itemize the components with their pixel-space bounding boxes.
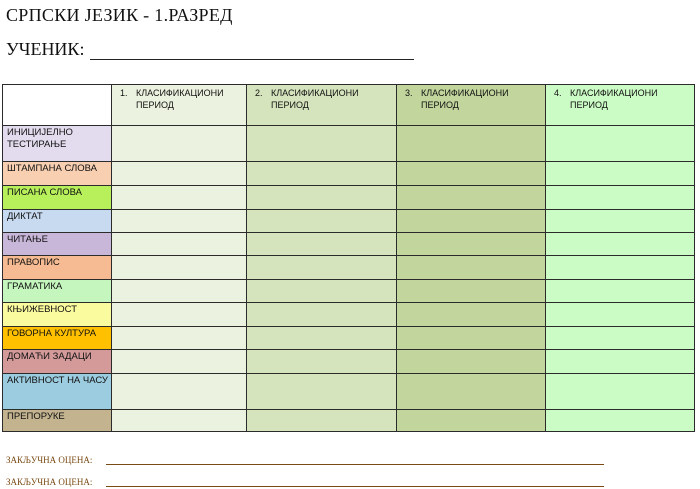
grade-cell-period-2[interactable] — [247, 410, 397, 432]
table-row — [3, 256, 695, 280]
grade-cell-period-2[interactable] — [247, 162, 397, 186]
grade-cell-period-3[interactable] — [397, 186, 546, 210]
column-header-period-4: 4. КЛАСИФИКАЦИОНИ ПЕРИОД — [546, 85, 695, 126]
table-row — [3, 126, 695, 162]
grade-cell-period-4[interactable] — [546, 210, 695, 233]
grade-cell-period-1[interactable] — [112, 162, 247, 186]
grade-cell-period-4[interactable] — [546, 162, 695, 186]
grade-cell-period-1[interactable] — [112, 280, 247, 303]
grade-cell-period-1[interactable] — [112, 410, 247, 432]
grade-cell-period-2[interactable] — [247, 126, 397, 162]
grade-cell-period-1[interactable] — [112, 186, 247, 210]
grade-cell-period-3[interactable] — [397, 126, 546, 162]
grade-cell-period-4[interactable] — [546, 256, 695, 280]
final-grade-label-2: ЗАКЉУЧНА ОЦЕНА: — [6, 477, 93, 487]
grade-cell-period-2[interactable] — [247, 303, 397, 327]
grade-cell-period-2[interactable] — [247, 186, 397, 210]
grade-cell-period-4[interactable] — [546, 374, 695, 410]
row-label: ЧИТАЊЕ — [3, 233, 112, 256]
row-label: ПРЕПОРУКЕ — [3, 410, 112, 432]
table-corner-cell — [3, 85, 112, 126]
row-label: ГОВОРНА КУЛТУРА — [3, 327, 112, 350]
table-row — [3, 186, 695, 210]
grade-cell-period-3[interactable] — [397, 327, 546, 350]
table-row — [3, 410, 695, 432]
grade-cell-period-2[interactable] — [247, 327, 397, 350]
table-row — [3, 350, 695, 374]
grade-cell-period-1[interactable] — [112, 126, 247, 162]
grade-cell-period-1[interactable] — [112, 256, 247, 280]
row-label: ДИКТАТ — [3, 210, 112, 233]
grade-cell-period-1[interactable] — [112, 350, 247, 374]
row-label: ПРАВОПИС — [3, 256, 112, 280]
column-header-period-3: 3. КЛАСИФИКАЦИОНИ ПЕРИОД — [397, 85, 546, 126]
grade-cell-period-4[interactable] — [546, 303, 695, 327]
grade-cell-period-3[interactable] — [397, 280, 546, 303]
grade-cell-period-4[interactable] — [546, 233, 695, 256]
grade-cell-period-2[interactable] — [247, 350, 397, 374]
grade-cell-period-4[interactable] — [546, 350, 695, 374]
final-grade-label-1: ЗАКЉУЧНА ОЦЕНА: — [6, 455, 93, 465]
table-row — [3, 280, 695, 303]
student-name-field[interactable] — [90, 59, 414, 60]
grades-table — [2, 84, 695, 432]
grade-cell-period-2[interactable] — [247, 280, 397, 303]
grade-cell-period-3[interactable] — [397, 210, 546, 233]
grade-cell-period-2[interactable] — [247, 374, 397, 410]
grade-cell-period-3[interactable] — [397, 303, 546, 327]
row-label: КЊИЖЕВНОСТ — [3, 303, 112, 327]
row-label: ШТАМПАНА СЛОВА — [3, 162, 112, 186]
grade-cell-period-3[interactable] — [397, 233, 546, 256]
grade-cell-period-4[interactable] — [546, 410, 695, 432]
grade-cell-period-3[interactable] — [397, 350, 546, 374]
column-header-period-1: 1. КЛАСИФИКАЦИОНИ ПЕРИОД — [112, 85, 247, 126]
table-row — [3, 210, 695, 233]
grade-cell-period-4[interactable] — [546, 327, 695, 350]
grade-cell-period-1[interactable] — [112, 303, 247, 327]
table-row — [3, 162, 695, 186]
page-title: СРПСКИ ЈЕЗИК - 1.РАЗРЕД — [6, 5, 233, 25]
row-label: ДОМАЋИ ЗАДАЦИ — [3, 350, 112, 374]
grade-cell-period-2[interactable] — [247, 256, 397, 280]
row-label: ИНИЦИЈЕЛНО ТЕСТИРАЊЕ — [3, 126, 112, 162]
column-header-period-2: 2. КЛАСИФИКАЦИОНИ ПЕРИОД — [247, 85, 397, 126]
final-grade-field-1[interactable] — [106, 464, 604, 465]
grade-cell-period-2[interactable] — [247, 210, 397, 233]
grade-cell-period-3[interactable] — [397, 374, 546, 410]
table-header-row — [3, 85, 695, 126]
grade-cell-period-4[interactable] — [546, 126, 695, 162]
grade-cell-period-4[interactable] — [546, 280, 695, 303]
grade-cell-period-2[interactable] — [247, 233, 397, 256]
table-row — [3, 374, 695, 410]
grade-cell-period-1[interactable] — [112, 210, 247, 233]
grade-cell-period-1[interactable] — [112, 327, 247, 350]
final-grade-field-2[interactable] — [106, 486, 604, 487]
table-row — [3, 327, 695, 350]
grade-cell-period-1[interactable] — [112, 374, 247, 410]
grade-cell-period-3[interactable] — [397, 256, 546, 280]
grade-cell-period-1[interactable] — [112, 233, 247, 256]
row-label: АКТИВНОСТ НА ЧАСУ — [3, 374, 112, 410]
row-label: ПИСАНА СЛОВА — [3, 186, 112, 210]
table-row — [3, 233, 695, 256]
table-row — [3, 303, 695, 327]
row-label: ГРАМАТИКА — [3, 280, 112, 303]
grade-cell-period-3[interactable] — [397, 410, 546, 432]
student-label: УЧЕНИК: — [6, 39, 85, 59]
grade-cell-period-4[interactable] — [546, 186, 695, 210]
grade-cell-period-3[interactable] — [397, 162, 546, 186]
